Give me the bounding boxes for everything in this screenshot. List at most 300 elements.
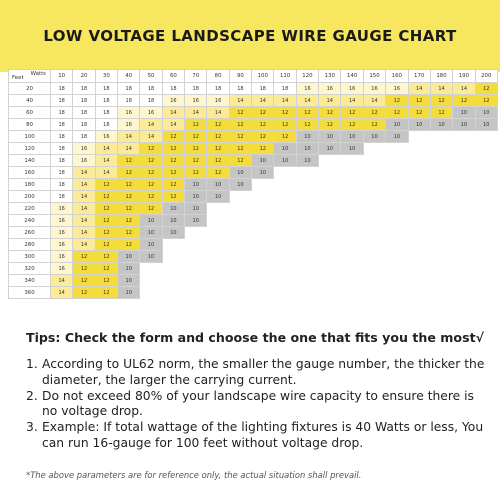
empty-cell — [430, 167, 452, 179]
gauge-cell: 12 — [319, 107, 341, 119]
empty-cell — [229, 275, 251, 287]
gauge-cell: 16 — [118, 119, 140, 131]
gauge-cell: 10 — [296, 143, 318, 155]
gauge-cell: 12 — [386, 107, 408, 119]
empty-cell — [363, 263, 385, 275]
gauge-cell: 14 — [73, 191, 95, 203]
gauge-cell: 12 — [207, 167, 229, 179]
gauge-cell: 18 — [51, 131, 73, 143]
empty-cell — [408, 131, 430, 143]
gauge-cell: 10 — [140, 251, 162, 263]
empty-cell — [386, 263, 408, 275]
empty-cell — [430, 227, 452, 239]
empty-cell — [274, 167, 296, 179]
empty-cell — [408, 191, 430, 203]
empty-cell — [229, 203, 251, 215]
empty-cell — [207, 203, 229, 215]
gauge-cell: 12 — [95, 275, 117, 287]
feet-axis-label: Feet — [12, 75, 24, 81]
gauge-cell: 10 — [162, 227, 184, 239]
gauge-cell: 18 — [51, 119, 73, 131]
empty-cell — [162, 287, 184, 299]
empty-cell — [319, 287, 341, 299]
empty-cell — [319, 215, 341, 227]
empty-cell — [475, 287, 497, 299]
empty-cell — [408, 275, 430, 287]
gauge-cell: 12 — [319, 119, 341, 131]
empty-cell — [363, 155, 385, 167]
gauge-cell: 18 — [95, 83, 117, 95]
table-row — [9, 131, 498, 143]
empty-cell — [341, 155, 363, 167]
empty-cell — [430, 191, 452, 203]
tip-number: 1. — [26, 357, 38, 371]
feet-row-label: 100 — [9, 131, 51, 143]
gauge-cell: 12 — [162, 131, 184, 143]
gauge-cell: 12 — [274, 131, 296, 143]
gauge-cell: 12 — [475, 83, 497, 95]
feet-row-label: 80 — [9, 119, 51, 131]
empty-cell — [162, 275, 184, 287]
empty-cell — [274, 287, 296, 299]
empty-cell — [296, 167, 318, 179]
gauge-cell: 12 — [296, 119, 318, 131]
empty-cell — [453, 167, 475, 179]
empty-cell — [319, 263, 341, 275]
gauge-cell: 12 — [162, 167, 184, 179]
empty-cell — [341, 287, 363, 299]
watts-header-cell: 130 — [319, 70, 341, 83]
table-row — [9, 107, 498, 119]
empty-cell — [430, 239, 452, 251]
empty-cell — [252, 263, 274, 275]
gauge-cell: 10 — [118, 251, 140, 263]
gauge-cell: 10 — [229, 167, 251, 179]
feet-row-label: 260 — [9, 227, 51, 239]
gauge-cell: 12 — [430, 95, 452, 107]
gauge-cell: 18 — [73, 107, 95, 119]
table-row — [9, 275, 498, 287]
gauge-cell: 12 — [118, 227, 140, 239]
empty-cell — [363, 251, 385, 263]
empty-cell — [341, 167, 363, 179]
gauge-cell: 14 — [95, 155, 117, 167]
table-row — [9, 239, 498, 251]
empty-cell — [408, 239, 430, 251]
empty-cell — [386, 287, 408, 299]
empty-cell — [319, 251, 341, 263]
gauge-cell: 10 — [229, 179, 251, 191]
empty-cell — [274, 275, 296, 287]
gauge-cell: 14 — [51, 275, 73, 287]
table-row — [9, 227, 498, 239]
empty-cell — [185, 275, 207, 287]
gauge-cell: 12 — [95, 239, 117, 251]
empty-cell — [207, 215, 229, 227]
empty-cell — [386, 275, 408, 287]
table-row — [9, 251, 498, 263]
empty-cell — [252, 215, 274, 227]
empty-cell — [252, 191, 274, 203]
empty-cell — [229, 215, 251, 227]
empty-cell — [363, 167, 385, 179]
gauge-cell: 12 — [252, 143, 274, 155]
gauge-cell: 10 — [453, 119, 475, 131]
empty-cell — [475, 167, 497, 179]
empty-cell — [386, 251, 408, 263]
empty-cell — [408, 287, 430, 299]
gauge-cell: 12 — [162, 179, 184, 191]
gauge-cell: 14 — [162, 119, 184, 131]
gauge-cell: 18 — [95, 119, 117, 131]
gauge-cell: 12 — [95, 251, 117, 263]
empty-cell — [296, 251, 318, 263]
gauge-cell: 14 — [73, 203, 95, 215]
empty-cell — [475, 191, 497, 203]
table-row — [9, 263, 498, 275]
gauge-cell: 12 — [252, 131, 274, 143]
empty-cell — [475, 239, 497, 251]
tip-item — [26, 420, 492, 452]
gauge-cell: 18 — [118, 95, 140, 107]
gauge-cell: 12 — [408, 107, 430, 119]
empty-cell — [386, 239, 408, 251]
empty-cell — [408, 155, 430, 167]
gauge-cell: 16 — [73, 143, 95, 155]
empty-cell — [229, 227, 251, 239]
gauge-cell: 16 — [207, 95, 229, 107]
empty-cell — [475, 143, 497, 155]
gauge-cell: 12 — [73, 263, 95, 275]
gauge-cell: 18 — [73, 95, 95, 107]
gauge-cell: 16 — [51, 215, 73, 227]
empty-cell — [430, 179, 452, 191]
empty-cell — [274, 215, 296, 227]
empty-cell — [185, 239, 207, 251]
feet-row-label: 320 — [9, 263, 51, 275]
gauge-cell: 18 — [51, 179, 73, 191]
empty-cell — [185, 227, 207, 239]
gauge-cell: 12 — [73, 275, 95, 287]
empty-cell — [430, 275, 452, 287]
empty-cell — [408, 251, 430, 263]
empty-cell — [475, 131, 497, 143]
gauge-cell: 12 — [140, 155, 162, 167]
watts-header-cell: 70 — [185, 70, 207, 83]
gauge-cell: 16 — [51, 203, 73, 215]
gauge-cell: 10 — [453, 107, 475, 119]
empty-cell — [408, 227, 430, 239]
empty-cell — [363, 215, 385, 227]
gauge-cell: 14 — [408, 83, 430, 95]
empty-cell — [207, 227, 229, 239]
gauge-cell: 12 — [162, 191, 184, 203]
empty-cell — [453, 239, 475, 251]
empty-cell — [252, 251, 274, 263]
gauge-cell: 10 — [185, 203, 207, 215]
gauge-cell: 18 — [207, 83, 229, 95]
feet-row-label: 40 — [9, 95, 51, 107]
empty-cell — [386, 143, 408, 155]
gauge-cell: 12 — [118, 191, 140, 203]
watts-header-cell: 200 — [475, 70, 497, 83]
gauge-cell: 12 — [95, 215, 117, 227]
gauge-cell: 10 — [207, 179, 229, 191]
empty-cell — [453, 191, 475, 203]
empty-cell — [252, 275, 274, 287]
gauge-cell: 16 — [95, 131, 117, 143]
empty-cell — [363, 191, 385, 203]
feet-row-label: 340 — [9, 275, 51, 287]
gauge-cell: 12 — [430, 107, 452, 119]
empty-cell — [274, 239, 296, 251]
empty-cell — [453, 227, 475, 239]
empty-cell — [162, 239, 184, 251]
gauge-cell: 18 — [51, 167, 73, 179]
empty-cell — [386, 227, 408, 239]
gauge-cell: 12 — [95, 263, 117, 275]
gauge-cell: 10 — [386, 119, 408, 131]
gauge-cell: 16 — [51, 251, 73, 263]
tips-heading: Tips: Check the form and choose the one that fits you the most√ — [26, 330, 484, 345]
gauge-cell: 12 — [229, 131, 251, 143]
empty-cell — [229, 239, 251, 251]
empty-cell — [296, 239, 318, 251]
gauge-cell: 12 — [118, 155, 140, 167]
gauge-cell: 14 — [140, 119, 162, 131]
empty-cell — [430, 287, 452, 299]
watts-header-cell: 140 — [341, 70, 363, 83]
footnote: *The above parameters are for reference only, the actual situation shall prevail. — [26, 470, 362, 480]
empty-cell — [363, 287, 385, 299]
gauge-cell: 14 — [51, 287, 73, 299]
empty-cell — [319, 203, 341, 215]
gauge-cell: 16 — [185, 95, 207, 107]
empty-cell — [453, 143, 475, 155]
watts-header-cell: 160 — [386, 70, 408, 83]
table-row — [9, 155, 498, 167]
watts-header-row — [9, 70, 498, 83]
gauge-cell: 14 — [140, 131, 162, 143]
gauge-cell: 12 — [140, 179, 162, 191]
empty-cell — [475, 179, 497, 191]
feet-row-label: 240 — [9, 215, 51, 227]
gauge-cell: 12 — [73, 287, 95, 299]
empty-cell — [386, 203, 408, 215]
feet-row-label: 120 — [9, 143, 51, 155]
empty-cell — [341, 179, 363, 191]
watts-header-cell: 100 — [252, 70, 274, 83]
watts-header-cell: 50 — [140, 70, 162, 83]
gauge-cell: 18 — [95, 107, 117, 119]
empty-cell — [475, 203, 497, 215]
watts-header-cell: 150 — [363, 70, 385, 83]
gauge-cell: 12 — [453, 95, 475, 107]
empty-cell — [274, 263, 296, 275]
feet-row-label: 140 — [9, 155, 51, 167]
gauge-cell: 12 — [185, 143, 207, 155]
gauge-cell: 18 — [140, 95, 162, 107]
gauge-cell: 10 — [207, 191, 229, 203]
empty-cell — [252, 203, 274, 215]
gauge-cell: 16 — [341, 83, 363, 95]
empty-cell — [386, 191, 408, 203]
gauge-cell: 10 — [162, 215, 184, 227]
watts-header-cell: 10 — [51, 70, 73, 83]
empty-cell — [341, 263, 363, 275]
empty-cell — [274, 251, 296, 263]
empty-cell — [341, 239, 363, 251]
gauge-cell: 10 — [341, 143, 363, 155]
empty-cell — [453, 251, 475, 263]
empty-cell — [140, 287, 162, 299]
empty-cell — [319, 155, 341, 167]
empty-cell — [207, 275, 229, 287]
empty-cell — [453, 287, 475, 299]
empty-cell — [453, 131, 475, 143]
table-row — [9, 143, 498, 155]
empty-cell — [207, 287, 229, 299]
empty-cell — [229, 263, 251, 275]
empty-cell — [475, 215, 497, 227]
table-row — [9, 203, 498, 215]
gauge-cell: 10 — [274, 155, 296, 167]
watts-header-cell: 190 — [453, 70, 475, 83]
empty-cell — [386, 155, 408, 167]
watts-header-cell: 180 — [430, 70, 452, 83]
gauge-cell: 12 — [363, 119, 385, 131]
tip-item — [26, 389, 492, 421]
gauge-cell: 10 — [140, 215, 162, 227]
empty-cell — [252, 179, 274, 191]
empty-cell — [229, 191, 251, 203]
gauge-cell: 12 — [229, 107, 251, 119]
gauge-cell: 12 — [95, 179, 117, 191]
empty-cell — [453, 215, 475, 227]
feet-row-label: 20 — [9, 83, 51, 95]
empty-cell — [475, 251, 497, 263]
empty-cell — [341, 275, 363, 287]
gauge-cell: 12 — [95, 227, 117, 239]
empty-cell — [408, 215, 430, 227]
empty-cell — [207, 239, 229, 251]
empty-cell — [430, 251, 452, 263]
watts-header-cell: 110 — [274, 70, 296, 83]
empty-cell — [274, 179, 296, 191]
gauge-cell: 12 — [140, 143, 162, 155]
gauge-cell: 12 — [274, 107, 296, 119]
gauge-cell: 14 — [207, 107, 229, 119]
empty-cell — [252, 227, 274, 239]
gauge-cell: 10 — [118, 287, 140, 299]
tip-text: Example: If total wattage of the lighting fixtures is 40 Watts or less, You can run 16-gauge for 100 feet without voltage drop. — [42, 420, 484, 450]
empty-cell — [408, 203, 430, 215]
gauge-cell: 12 — [207, 119, 229, 131]
empty-cell — [386, 167, 408, 179]
tip-item — [26, 357, 492, 389]
gauge-cell: 14 — [341, 95, 363, 107]
gauge-cell: 10 — [319, 143, 341, 155]
gauge-cell: 14 — [73, 167, 95, 179]
empty-cell — [319, 227, 341, 239]
gauge-cell: 12 — [252, 119, 274, 131]
empty-cell — [430, 131, 452, 143]
gauge-cell: 12 — [118, 203, 140, 215]
gauge-cell: 16 — [73, 155, 95, 167]
empty-cell — [363, 275, 385, 287]
gauge-cell: 18 — [252, 83, 274, 95]
empty-cell — [296, 263, 318, 275]
gauge-cell: 12 — [118, 179, 140, 191]
empty-cell — [296, 287, 318, 299]
empty-cell — [296, 191, 318, 203]
watts-axis-label: Watts — [30, 71, 46, 77]
table-row — [9, 179, 498, 191]
empty-cell — [475, 227, 497, 239]
gauge-cell: 16 — [162, 95, 184, 107]
gauge-cell: 12 — [296, 107, 318, 119]
gauge-cell: 10 — [475, 119, 497, 131]
gauge-cell: 12 — [229, 155, 251, 167]
empty-cell — [296, 179, 318, 191]
gauge-cell: 16 — [363, 83, 385, 95]
empty-cell — [453, 203, 475, 215]
empty-cell — [475, 275, 497, 287]
gauge-cell: 10 — [118, 263, 140, 275]
gauge-cell: 12 — [185, 167, 207, 179]
watts-header-cell: 60 — [162, 70, 184, 83]
gauge-cell: 18 — [51, 143, 73, 155]
gauge-cell: 12 — [118, 215, 140, 227]
empty-cell — [229, 251, 251, 263]
wire-gauge-chart — [8, 69, 498, 299]
watts-header-cell: 90 — [229, 70, 251, 83]
empty-cell — [453, 263, 475, 275]
feet-row-label: 180 — [9, 179, 51, 191]
gauge-cell: 10 — [430, 119, 452, 131]
gauge-cell: 18 — [73, 131, 95, 143]
gauge-cell: 14 — [73, 215, 95, 227]
empty-cell — [296, 275, 318, 287]
tip-text: Do not exceed 80% of your landscape wire capacity to ensure there is no voltage drop. — [42, 388, 474, 419]
empty-cell — [386, 179, 408, 191]
gauge-cell: 18 — [51, 83, 73, 95]
gauge-cell: 16 — [51, 227, 73, 239]
empty-cell — [475, 263, 497, 275]
gauge-cell: 10 — [296, 131, 318, 143]
gauge-cell: 10 — [475, 107, 497, 119]
empty-cell — [430, 263, 452, 275]
gauge-cell: 12 — [162, 143, 184, 155]
gauge-cell: 12 — [229, 119, 251, 131]
gauge-cell: 12 — [363, 107, 385, 119]
gauge-cell: 14 — [73, 179, 95, 191]
empty-cell — [408, 263, 430, 275]
gauge-cell: 12 — [95, 287, 117, 299]
watts-header-cell: 20 — [73, 70, 95, 83]
empty-cell — [207, 263, 229, 275]
gauge-cell: 14 — [296, 95, 318, 107]
empty-cell — [319, 239, 341, 251]
empty-cell — [319, 191, 341, 203]
tips-section — [26, 330, 492, 452]
title-banner — [0, 0, 500, 72]
gauge-cell: 10 — [363, 131, 385, 143]
gauge-cell: 18 — [51, 95, 73, 107]
gauge-cell: 12 — [341, 119, 363, 131]
feet-row-label: 300 — [9, 251, 51, 263]
gauge-cell: 10 — [185, 191, 207, 203]
